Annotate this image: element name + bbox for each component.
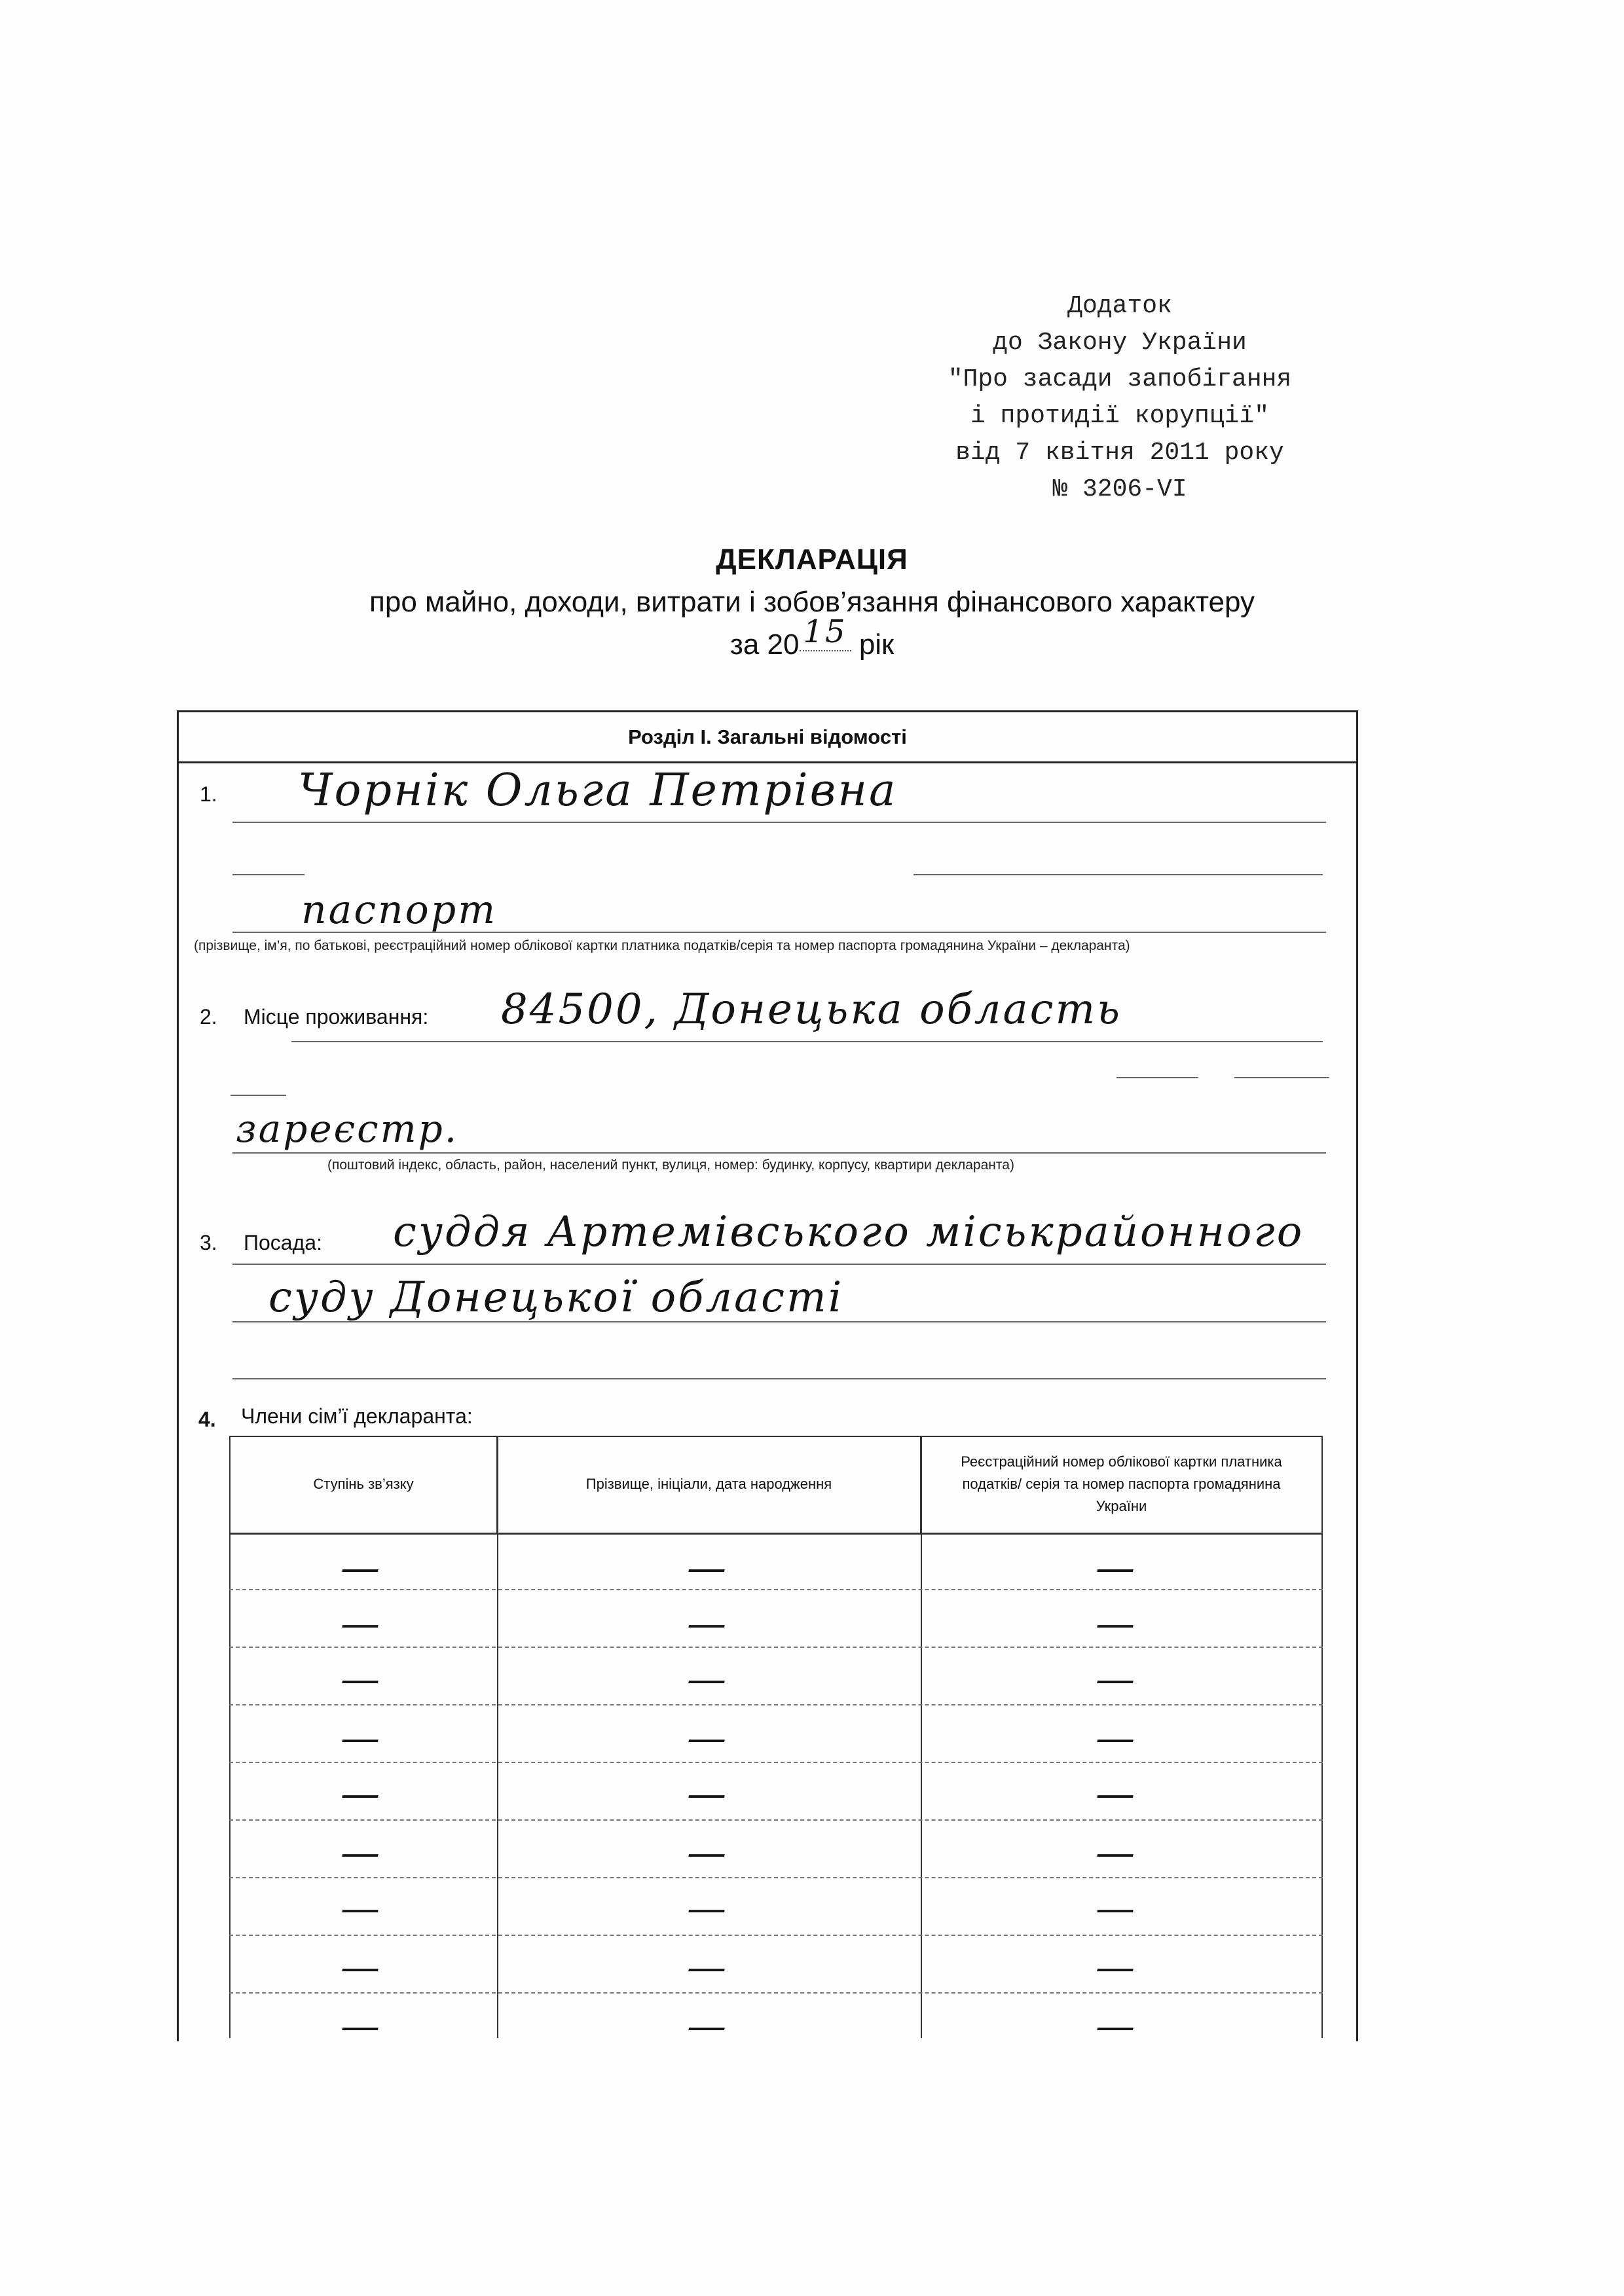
table-cell: — bbox=[687, 1715, 728, 1761]
table-row-line bbox=[229, 1935, 1323, 1936]
table-cell: — bbox=[687, 1944, 728, 1990]
item2-line-3 bbox=[232, 1152, 1326, 1154]
table-cell: — bbox=[1096, 1715, 1137, 1761]
table-cell: — bbox=[341, 1771, 382, 1817]
annex-line-4: і протидії корупції" bbox=[970, 402, 1270, 430]
item3-line-1 bbox=[232, 1264, 1326, 1265]
year-suffix: рік bbox=[858, 629, 895, 661]
item1-line-2a bbox=[232, 874, 304, 875]
table-cell: — bbox=[687, 1830, 728, 1876]
item4-label: Члени сім’ї декларанта: bbox=[241, 1404, 473, 1428]
table-cell: — bbox=[341, 1944, 382, 1990]
year-handwritten: 15 bbox=[800, 613, 851, 651]
table-cell: — bbox=[687, 2003, 728, 2049]
item3-number: 3. bbox=[200, 1231, 217, 1254]
table-row-line bbox=[229, 1819, 1323, 1821]
table-row-line bbox=[229, 1877, 1323, 1878]
item2-line-2b bbox=[1116, 1077, 1198, 1078]
table-cell: — bbox=[687, 1601, 728, 1647]
table-vline-4 bbox=[1321, 1436, 1323, 2038]
column-header-registration: Реєстраційний номер облікової картки платника податків/ серія та номер паспорта громадянина України bbox=[921, 1436, 1323, 1533]
annex-line-6: № 3206-VI bbox=[1052, 475, 1187, 503]
table-cell: — bbox=[1096, 1771, 1137, 1817]
item2-line-2a bbox=[231, 1095, 286, 1096]
table-row-line bbox=[229, 1762, 1323, 1763]
table-cell: — bbox=[341, 1545, 382, 1591]
table-cell: — bbox=[341, 1715, 382, 1761]
item2-caption: (поштовий індекс, область, район, населений пункт, вулиця, номер: будинку, корпусу, квартири декларанта) bbox=[327, 1157, 1014, 1173]
table-row-line bbox=[229, 1647, 1323, 1648]
table-cell: — bbox=[687, 1545, 728, 1591]
document-title: ДЕКЛАРАЦІЯ bbox=[716, 543, 908, 575]
table-cell: — bbox=[687, 1771, 728, 1817]
item2-number: 2. bbox=[200, 1005, 217, 1029]
table-cell: — bbox=[687, 1656, 728, 1702]
item2-label: Місце проживання: bbox=[244, 1005, 429, 1029]
section-heading: Розділ І. Загальні відомості bbox=[179, 712, 1356, 763]
table-cell: — bbox=[1096, 1830, 1137, 1876]
table-cell: — bbox=[341, 1830, 382, 1876]
item2-value-handwritten: 84500, Донецька область bbox=[501, 985, 1122, 1034]
item3-line-3 bbox=[232, 1378, 1326, 1379]
item2-line-1 bbox=[291, 1041, 1323, 1042]
table-vline-3 bbox=[921, 1436, 922, 2038]
table-vline-1 bbox=[229, 1436, 231, 2038]
table-cell: — bbox=[1096, 2003, 1137, 2049]
item1-number: 1. bbox=[200, 782, 217, 806]
table-cell: — bbox=[1096, 1545, 1137, 1591]
table-cell: — bbox=[1096, 1886, 1137, 1931]
item1-caption: (прізвище, ім’я, по батькові, реєстраційний номер облікової картки платника податків/серія та номер паспорта громадянина України – декларанта) bbox=[194, 938, 1130, 953]
table-cell: — bbox=[341, 1886, 382, 1931]
item3-label: Посада: bbox=[244, 1231, 322, 1254]
column-header-relation: Ступінь зв’язку bbox=[229, 1436, 498, 1533]
item3-line-2 bbox=[232, 1321, 1326, 1322]
item4-number: 4. bbox=[198, 1408, 216, 1431]
item2-line-2c bbox=[1234, 1077, 1329, 1078]
item3-value-line2: суду Донецької області bbox=[268, 1273, 844, 1322]
annex-line-5: від 7 квітня 2011 року bbox=[955, 439, 1284, 467]
table-header-bottom bbox=[229, 1533, 1323, 1535]
table-row-line bbox=[229, 1704, 1323, 1705]
item2-value2-handwritten: зареєстр. bbox=[236, 1106, 459, 1151]
item1-name-handwritten: Чорнік Ольга Петрівна bbox=[298, 765, 898, 816]
item1-line-1 bbox=[232, 822, 1326, 823]
item1-line-2b bbox=[913, 874, 1323, 875]
table-row-line bbox=[229, 1589, 1323, 1590]
item3-value-line1: суддя Артемівського міськрайонного bbox=[393, 1208, 1304, 1256]
table-cell: — bbox=[687, 1886, 728, 1931]
table-cell: — bbox=[341, 1656, 382, 1702]
table-cell: — bbox=[1096, 1601, 1137, 1647]
annex-line-3: "Про засади запобігання bbox=[948, 365, 1292, 393]
document-subtitle: про майно, доходи, витрати і зобов’язання фінансового характеру bbox=[369, 586, 1255, 618]
table-cell: — bbox=[1096, 1656, 1137, 1702]
table-row-line bbox=[229, 1992, 1323, 1994]
item1-line-3 bbox=[232, 932, 1326, 933]
annex-line-1: Додаток bbox=[1067, 292, 1172, 320]
table-vline-2 bbox=[497, 1436, 498, 2038]
document-year-line bbox=[0, 613, 1624, 662]
year-prefix: за 20 bbox=[729, 629, 800, 661]
table-cell: — bbox=[1096, 1944, 1137, 1990]
annex-line-2: до Закону України bbox=[993, 329, 1247, 357]
annex-block bbox=[891, 288, 1349, 508]
column-header-name: Прізвище, ініціали, дата народження bbox=[498, 1436, 921, 1533]
item1-extra-handwritten: паспорт bbox=[301, 887, 498, 933]
table-cell: — bbox=[341, 1601, 382, 1647]
table-cell: — bbox=[341, 2003, 382, 2049]
